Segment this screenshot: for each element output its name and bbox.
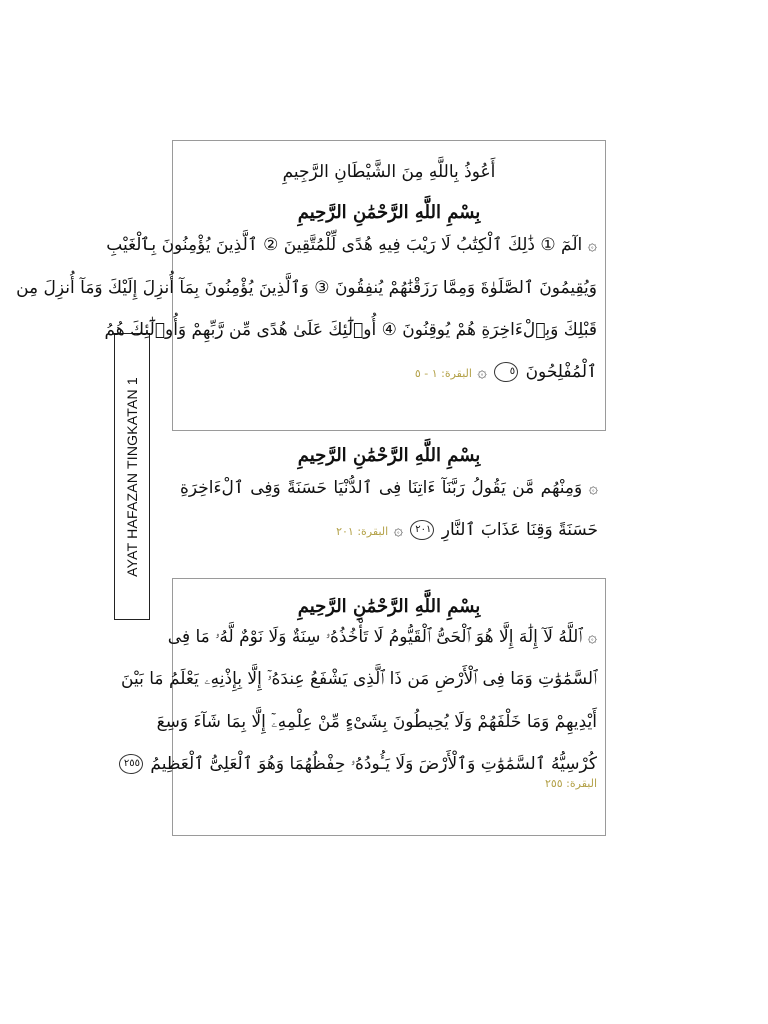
panel-baqarah-201 <box>172 440 606 570</box>
ornament-close-icon: ۞ <box>477 361 487 381</box>
basmala-line: بِسْمِ اللَّهِ الرَّحْمَٰنِ الرَّحِيمِ <box>297 596 481 617</box>
verse-end-line <box>172 519 606 541</box>
ornament-close-icon: ۞ <box>393 520 403 540</box>
basmala-line: بِسْمِ اللَّهِ الرَّحْمَٰنِ الرَّحِيمِ <box>297 202 481 224</box>
side-label-text: AYAT HAFAZAN TINGKATAN 1 <box>124 376 140 577</box>
verse-text: ٱلْمُفْلِحُونَ <box>525 361 597 382</box>
surah-reference: البقرة: ٢٠١ <box>336 525 389 539</box>
ayah-number-badge: ٥ <box>494 362 518 382</box>
verse-line <box>106 234 605 256</box>
ayah-number-badge: ٢٠١ <box>410 520 434 540</box>
verse-text: ٱللَّهُ لَآ إِلَٰهَ إِلَّا هُوَ ٱلْحَىُّ ٱلْقَيُّومُ لَا تَأْخُذُهُۥ سِنَةٌ وَلَا نَوْمٌ لَّهُۥ مَا فِى <box>167 627 583 648</box>
verse-line <box>172 477 606 499</box>
basmala-line: بِسْمِ اللَّهِ الرَّحْمَٰنِ الرَّحِيمِ <box>297 445 481 466</box>
panel-baqarah-255 <box>121 578 606 836</box>
verse-line: أَيْدِيهِمْ وَمَا خَلْفَهُمْ وَلَا يُحِيطُونَ بِشَىْءٍ مِّنْ عِلْمِهِۦٓ إِلَّا بِمَا شَآءَ وَسِعَ <box>156 711 597 732</box>
verse-line: وَيُقِيمُونَ ٱلصَّلَوٰةَ وَمِمَّا رَزَقْنَٰهُمْ يُنفِقُونَ ③ وَٱلَّذِينَ يُؤْمِنُونَ بِمَآ أُنزِلَ إِلَيْكَ وَمَآ أُنزِلَ مِن <box>16 277 597 298</box>
verse-text: حَسَنَةً وَقِنَا عَذَابَ ٱلنَّارِ <box>441 520 598 541</box>
verse-end-line <box>173 361 605 383</box>
panel-baqarah-1-5 <box>16 140 606 431</box>
surah-reference: البقرة: ٢٥٥ <box>544 776 597 790</box>
verse-line: ٱلسَّمَٰوَٰتِ وَمَا فِى ٱلْأَرْضِ مَن ذَا ٱلَّذِى يَشْفَعُ عِندَهُۥٓ إِلَّا بِإِذْنِهِۦ يَعْلَمُ مَا بَيْنَ <box>121 669 597 690</box>
taawuz-line: أَعُوذُ بِاللَّهِ مِنَ الشَّيْطَانِ الرَّجِيمِ <box>282 162 496 182</box>
ornament-open-icon: ۞ <box>587 235 597 255</box>
verse-text: وَمِنْهُم مَّن يَقُولُ رَبَّنَآ ءَاتِنَا فِى ٱلدُّنْيَا حَسَنَةً وَفِى ٱلْءَاخِرَةِ <box>180 478 583 499</box>
ornament-open-icon: ۞ <box>587 627 597 647</box>
verse-line: قَبْلِكَ وَبِٱلْءَاخِرَةِ هُمْ يُوقِنُونَ ④ أُو۟لَٰٓئِكَ عَلَىٰ هُدًى مِّن رَّبِّهِمْ وَأُو۟لَٰٓئِكَ هُمُ <box>104 319 597 340</box>
ayah-number-badge: ٢٥٥ <box>119 754 143 774</box>
verse-line <box>167 626 605 648</box>
surah-reference: البقرة: ١ - ٥ <box>414 366 472 380</box>
side-label-box <box>114 333 150 620</box>
ornament-open-icon: ۞ <box>588 478 598 498</box>
verse-end-line <box>123 753 605 775</box>
verse-text: الٓمٓ ① ذَٰلِكَ ٱلْكِتَٰبُ لَا رَيْبَ فِيهِ هُدًى لِّلْمُتَّقِينَ ② ٱلَّذِينَ يُؤْمِنُونَ بِٱلْغَيْبِ <box>106 235 583 256</box>
verse-text: كُرْسِيُّهُ ٱلسَّمَٰوَٰتِ وَٱلْأَرْضَ وَلَا يَـُٔودُهُۥ حِفْظُهُمَا وَهُوَ ٱلْعَلِىُّ ٱلْعَظِيمُ <box>150 753 597 774</box>
